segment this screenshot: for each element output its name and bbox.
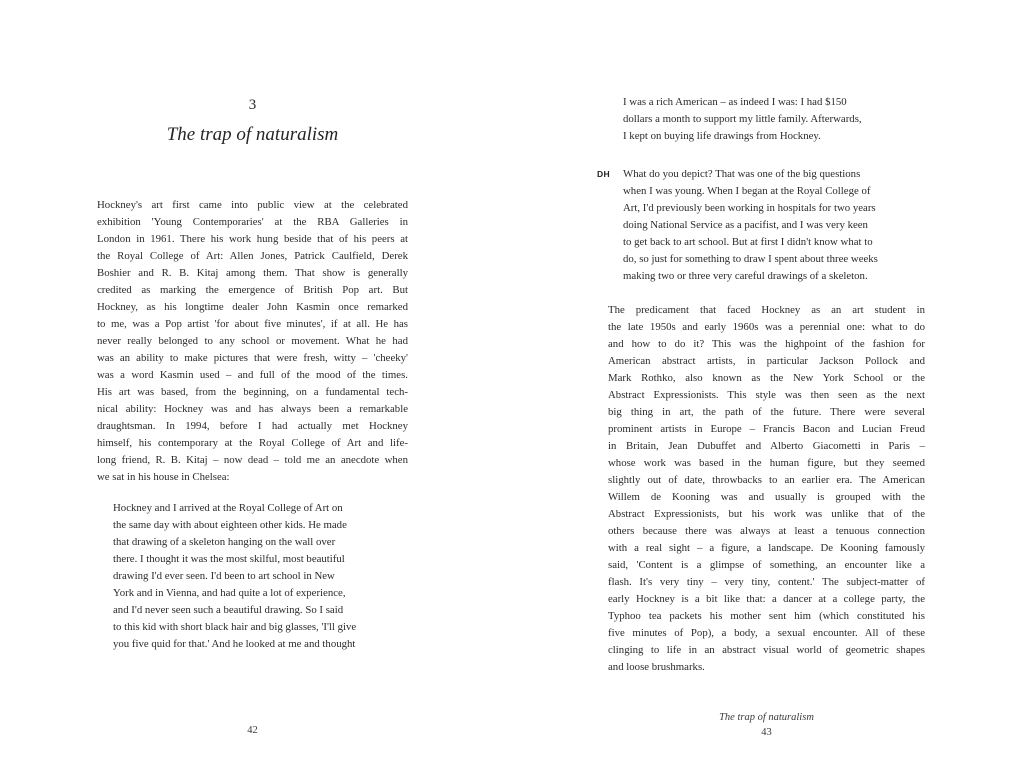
- chapter-title: The trap of naturalism: [166, 124, 339, 145]
- text-line: Mark Rothko, also known as the New York School or the: [608, 372, 925, 384]
- text-line: to me, was a Pop artist 'for about five minutes', if at all. He has: [97, 318, 408, 330]
- text-line: The predicament that faced Hockney as an art student in: [608, 304, 925, 316]
- text-line: long friend, R. B. Kitaj – now dead – told me an anecdote when: [97, 454, 408, 466]
- text-line: others because there was always at least a tenuous connection: [608, 525, 925, 537]
- left-page-paragraph: [97, 197, 408, 486]
- text-line: nical ability: Hockney was and has always been a remarkable: [97, 403, 408, 415]
- left-page-number: 42: [247, 725, 258, 736]
- text-line: prominent artists in Europe – Francis Bacon and Lucian Freud: [608, 423, 925, 435]
- running-footer-title: The trap of naturalism: [719, 712, 814, 723]
- text-line: with a real sight – a figure, a landscape. De Kooning famously: [608, 542, 925, 554]
- text-line: dollars a month to support my little family. Afterwards,: [623, 113, 862, 125]
- text-line: flash. It's very tiny – very tiny, content.' The subject-matter of: [608, 576, 925, 588]
- text-line: and I'd never seen such a beautiful drawing. So I said: [113, 604, 344, 616]
- text-line: never really belonged to any school or movement. What he had: [97, 335, 408, 347]
- text-line: Hockney's art first came into public view at the celebrated: [97, 199, 408, 211]
- text-line: Typhoo tea packets his mother sent him (which constituted his: [608, 610, 925, 622]
- text-line: to get back to art school. But at first I didn't know what to: [623, 236, 873, 248]
- text-line: exhibition 'Young Contemporaries' at the RBA Galleries in: [97, 216, 408, 228]
- text-line: London in 1961. There his work hung beside that of his peers at: [97, 233, 408, 245]
- speaker-initials-dh: DH: [597, 169, 611, 179]
- text-line: do, so just for something to draw I spent about three weeks: [623, 253, 878, 265]
- text-line: slightly out of date, throwbacks to an earlier era. The American: [608, 474, 925, 486]
- text-line: Abstract Expressionists. This style was then seen as the next: [608, 389, 925, 401]
- text-line: and how to do it? This was the highpoint of the fashion for: [608, 338, 925, 350]
- text-line: Hockney and I arrived at the Royal College of Art on: [113, 502, 343, 514]
- text-line: was a word Kasmin used – and full of the mood of the times.: [97, 369, 408, 381]
- text-line: the Royal College of Art: Allen Jones, Patrick Caulfield, Derek: [97, 250, 408, 262]
- text-line: His art was based, from the beginning, on a fundamental tech-: [97, 386, 408, 398]
- text-line: Abstract Expressionists, but his work was unlike that of the: [608, 508, 925, 520]
- text-line: York and in Vienna, and had quite a lot of experience,: [113, 587, 346, 599]
- text-line: big thing in art, the path of the future. There were several: [608, 406, 925, 418]
- text-line: we sat in his house in Chelsea:: [97, 471, 230, 483]
- text-line: doing National Service as a pacifist, and I was very keen: [623, 219, 868, 231]
- text-line: early Hockney is a bit like that: a dancer at a college party, the: [608, 593, 925, 605]
- text-line: when I was young. When I began at the Royal College of: [623, 185, 871, 197]
- interview-block: [597, 166, 925, 285]
- text-line: the same day with about eighteen other kids. He made: [113, 519, 347, 531]
- text-line: clinging to life in an abstract visual world of geometric shapes: [608, 644, 925, 656]
- text-line: and loose brushmarks.: [608, 661, 705, 673]
- text-line: Hockney, as his longtime dealer John Kasmin once remarked: [97, 301, 408, 313]
- text-line: five minutes of Pop), a body, a sexual encounter. All of these: [608, 627, 925, 639]
- right-page-number: 43: [761, 727, 772, 738]
- text-line: was an ability to make pictures that were fresh, witty – 'cheeky': [97, 352, 408, 364]
- text-line: draughtsman. In 1994, before I had actually met Hockney: [97, 420, 408, 432]
- text-line: I was a rich American – as indeed I was: I had $150: [623, 96, 847, 108]
- text-line: that drawing of a skeleton hanging on the wall over: [113, 536, 336, 548]
- text-line: making two or three very careful drawings of a skeleton.: [623, 270, 868, 282]
- text-line: to this kid with short black hair and big glasses, 'I'll give: [113, 621, 357, 633]
- text-line: whose work was based in the human figure, but they seemed: [608, 457, 925, 469]
- text-line: you five quid for that.' And he looked at me and thought: [113, 638, 356, 650]
- text-line: American abstract artists, in particular Jackson Pollock and: [608, 355, 925, 367]
- text-line: there. I thought it was the most skilful, most beautiful: [113, 553, 345, 565]
- chapter-number: 3: [248, 97, 257, 113]
- text-line: credited as marking the emergence of British Pop art. But: [97, 284, 408, 296]
- text-line: Boshier and R. B. Kitaj among them. That show is generally: [97, 267, 408, 279]
- text-line: What do you depict? That was one of the big questions: [623, 168, 861, 180]
- text-line: the late 1950s and early 1960s was a perennial one: what to do: [608, 321, 925, 333]
- text-line: Art, I'd previously been working in hospitals for two years: [623, 202, 876, 214]
- right-page-paragraph: [608, 302, 925, 676]
- kitaj-anecdote-quote-continuation: [608, 94, 925, 145]
- text-line: Willem de Kooning was and usually is grouped with the: [608, 491, 925, 503]
- text-line: himself, his contemporary at the Royal College of Art and life-: [97, 437, 408, 449]
- left-page: [97, 0, 408, 768]
- interview-quote-lines: [623, 166, 925, 285]
- text-line: said, 'Content is a glimpse of something, an encounter like a: [608, 559, 925, 571]
- kitaj-anecdote-quote: [97, 500, 408, 653]
- right-page: [597, 0, 925, 768]
- text-line: I kept on buying life drawings from Hockney.: [623, 130, 821, 142]
- text-line: in Britain, Jean Dubuffet and Alberto Giacometti in Paris –: [608, 440, 925, 452]
- text-line: drawing I'd ever seen. I'd been to art school in New: [113, 570, 335, 582]
